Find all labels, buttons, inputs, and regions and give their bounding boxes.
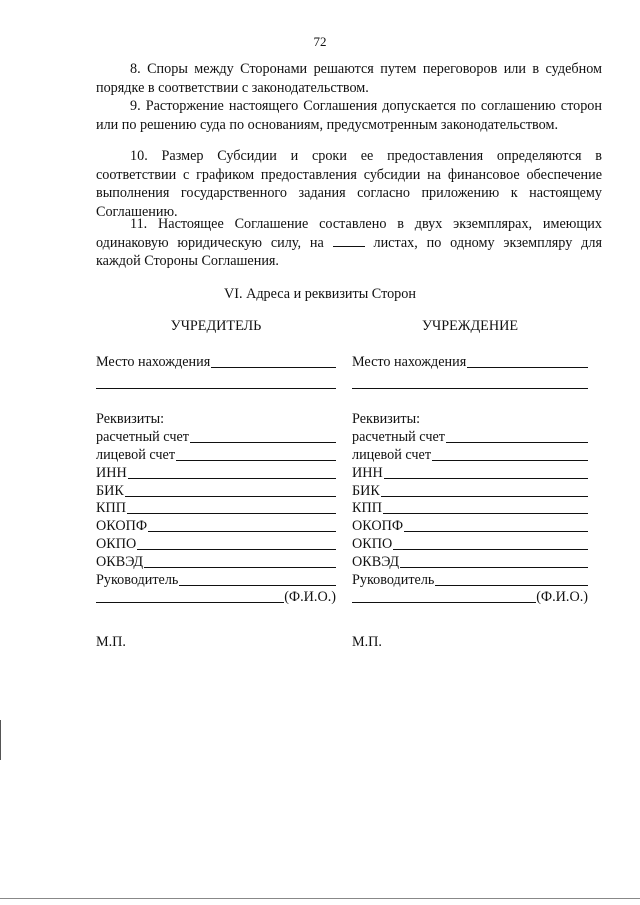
institution-requisites xyxy=(352,318,588,652)
kpp-row: КПП xyxy=(96,500,336,518)
institution-title: УЧРЕЖДЕНИЕ xyxy=(421,318,519,334)
requisites-heading: Реквизиты: xyxy=(352,410,421,427)
bik-row: БИК xyxy=(352,482,588,500)
okpo-row: ОКПО xyxy=(96,535,336,553)
fio-row: (Ф.И.О.) xyxy=(96,589,336,607)
scan-bottom-edge xyxy=(0,898,640,899)
fio-row: (Ф.И.О.) xyxy=(352,589,588,607)
personal-account-row: лицевой счет xyxy=(96,446,336,464)
paragraph-11-start: 11. Настоящее Соглашение составлено в двух экземплярах, имеющих одинаковую юридическую силу, на xyxy=(96,216,602,251)
head-row: Руководитель xyxy=(352,571,588,589)
founder-title: УЧРЕДИТЕЛЬ xyxy=(170,318,262,334)
inn-row: ИНН xyxy=(96,464,336,482)
paragraph-8: 8. Споры между Сторонами решаются путем переговоров или в судебном порядке в соответствии с законодательством. xyxy=(96,61,602,96)
okved-row: ОКВЭД xyxy=(96,553,336,571)
paragraph-9: 9. Расторжение настоящего Соглашения допускается по соглашению сторон или по решению суда по основаниям, предусмотренным законодательством. xyxy=(96,98,602,133)
signature-line xyxy=(96,602,284,603)
requisites-heading: Реквизиты: xyxy=(96,410,165,427)
founder-requisites xyxy=(96,318,336,652)
settlement-account-row: расчетный счет xyxy=(352,428,588,446)
location-label: Место нахождения xyxy=(352,353,467,370)
institution-location-row xyxy=(352,353,588,371)
okved-row: ОКВЭД xyxy=(352,553,588,571)
head-row: Руководитель xyxy=(96,571,336,589)
location-label: Место нахождения xyxy=(96,353,211,370)
location-line-2 xyxy=(96,371,336,389)
sheet-count-blank xyxy=(333,234,365,247)
founder-location-row xyxy=(96,353,336,371)
okopf-row: ОКОПФ xyxy=(96,517,336,535)
okopf-row: ОКОПФ xyxy=(352,517,588,535)
paragraph-11-end: листах, по одному экземпляру для каждой Стороны Соглашения. xyxy=(96,234,602,269)
page-number: 72 xyxy=(313,34,327,49)
signature-line xyxy=(352,602,536,603)
inn-row: ИНН xyxy=(352,464,588,482)
okpo-row: ОКПО xyxy=(352,535,588,553)
kpp-row: КПП xyxy=(352,500,588,518)
paragraph-11 xyxy=(96,215,602,271)
stamp-label: М.П. xyxy=(96,634,126,651)
section-title: VI. Адреса и реквизиты Сторон xyxy=(224,286,416,302)
scan-edge-mark xyxy=(0,720,1,760)
location-line xyxy=(211,367,336,368)
stamp-label: М.П. xyxy=(352,634,382,651)
location-line-2 xyxy=(352,371,588,389)
location-line xyxy=(467,367,588,368)
settlement-account-row: расчетный счет xyxy=(96,428,336,446)
bik-row: БИК xyxy=(96,482,336,500)
paragraph-10: 10. Размер Субсидии и сроки ее предоставления определяются в соответствии с графиком предоставления субсидии на финансовое обеспечение выполнения государственного задания согласно приложению к настоящему Соглашению. xyxy=(96,148,602,220)
personal-account-row: лицевой счет xyxy=(352,446,588,464)
